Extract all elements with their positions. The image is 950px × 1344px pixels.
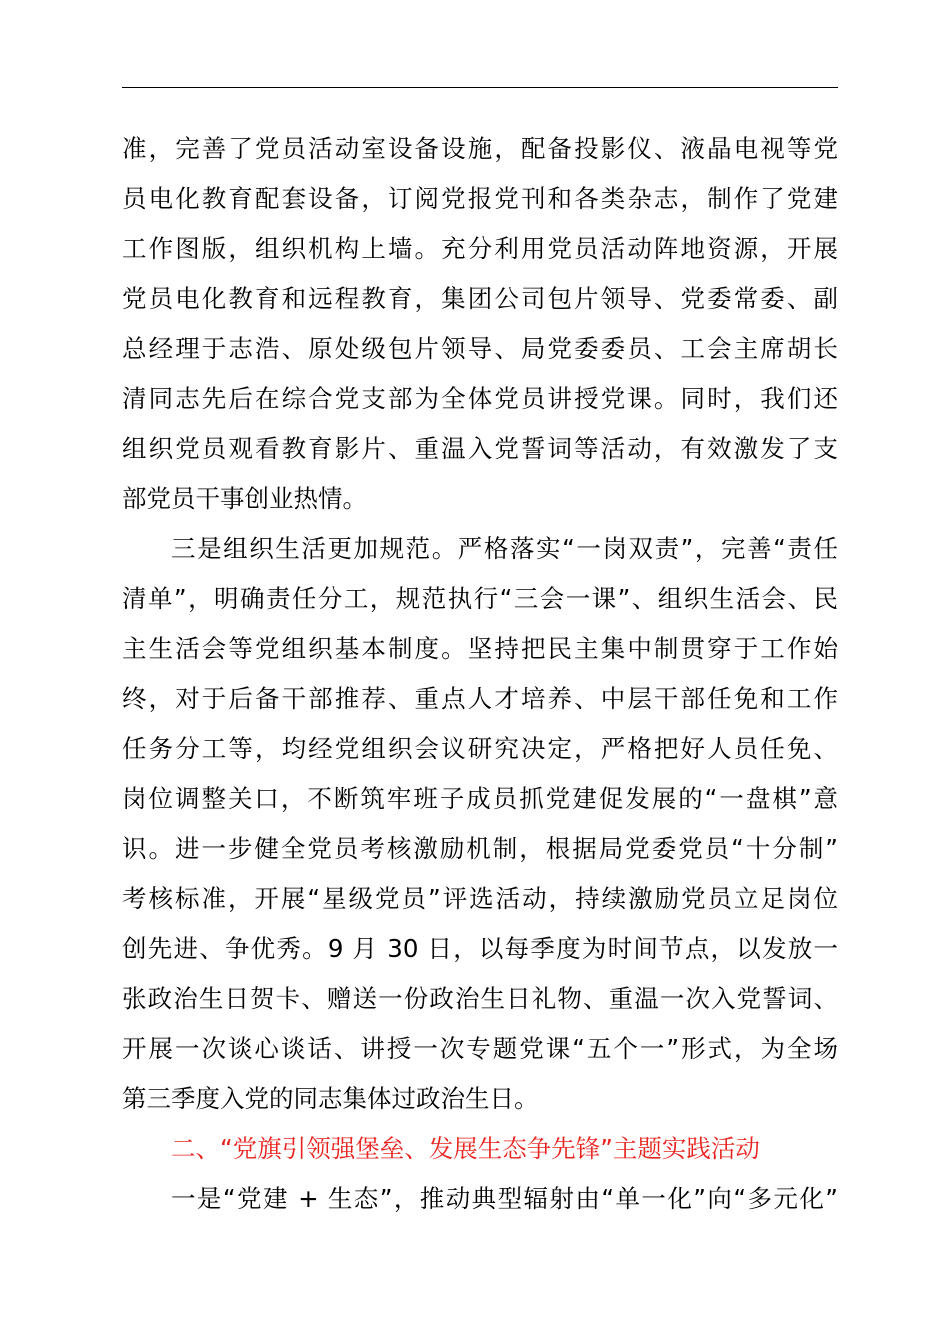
- paragraph-2-line-5: 任务分工等，均经党组织会议研究决定，严格把好人员任免、: [122, 734, 838, 763]
- paragraph-2-line-12: 第三季度入党的同志集体过政治生日。: [122, 1084, 539, 1113]
- paragraph-1-line-1: 准，完善了党员活动室设备设施，配备投影仪、液晶电视等党: [122, 134, 838, 163]
- paragraph-2-line-3: 主生活会等党组织基本制度。坚持把民主集中制贯穿于工作始: [122, 634, 838, 663]
- paragraph-2-line-1: 三是组织生活更加规范。严格落实“一岗双责”，完善“责任: [171, 534, 838, 563]
- paragraph-1-line-6: 清同志先后在综合党支部为全体党员讲授党课。同时，我们还: [122, 384, 838, 413]
- paragraph-3-line-1: 一是“党建 + 生态”，推动典型辐射由“单一化”向“多元化”: [171, 1184, 838, 1213]
- paragraph-1-line-3: 工作图版，组织机构上墙。充分利用党员活动阵地资源，开展: [122, 234, 838, 263]
- paragraph-2-line-11: 开展一次谈心谈话、讲授一次专题党课“五个一”形式，为全场: [122, 1034, 838, 1063]
- section-heading: 二、“党旗引领强堡垒、发展生态争先锋”主题实践活动: [171, 1134, 760, 1163]
- paragraph-2-line-7: 识。进一步健全党员考核激励机制，根据局党委党员“十分制”: [122, 834, 838, 863]
- paragraph-2-line-6: 岗位调整关口，不断筑牢班子成员抓党建促发展的“一盘棋”意: [122, 784, 838, 813]
- paragraph-2-line-4: 终，对于后备干部推荐、重点人才培养、中层干部任免和工作: [122, 684, 838, 713]
- paragraph-2-line-10: 张政治生日贺卡、赠送一份政治生日礼物、重温一次入党誓词、: [122, 984, 838, 1013]
- paragraph-1-line-4: 党员电化教育和远程教育，集团公司包片领导、党委常委、副: [122, 284, 838, 313]
- paragraph-2-line-8: 考核标准，开展“星级党员”评选活动，持续激励党员立足岗位: [122, 884, 838, 913]
- header-rule: [122, 87, 838, 88]
- paragraph-1-line-5: 总经理于志浩、原处级包片领导、局党委委员、工会主席胡长: [122, 334, 838, 363]
- paragraph-2-line-2: 清单”，明确责任分工，规范执行“三会一课”、组织生活会、民: [122, 584, 838, 613]
- paragraph-2-line-9: 创先进、争优秀。9 月 30 日，以每季度为时间节点，以发放一: [122, 934, 838, 963]
- paragraph-1-line-8: 部党员干事创业热情。: [122, 484, 367, 513]
- paragraph-1-line-7: 组织党员观看教育影片、重温入党誓词等活动，有效激发了支: [122, 434, 838, 463]
- document-body: [122, 124, 838, 1224]
- paragraph-1-line-2: 员电化教育配套设备，订阅党报党刊和各类杂志，制作了党建: [122, 184, 838, 213]
